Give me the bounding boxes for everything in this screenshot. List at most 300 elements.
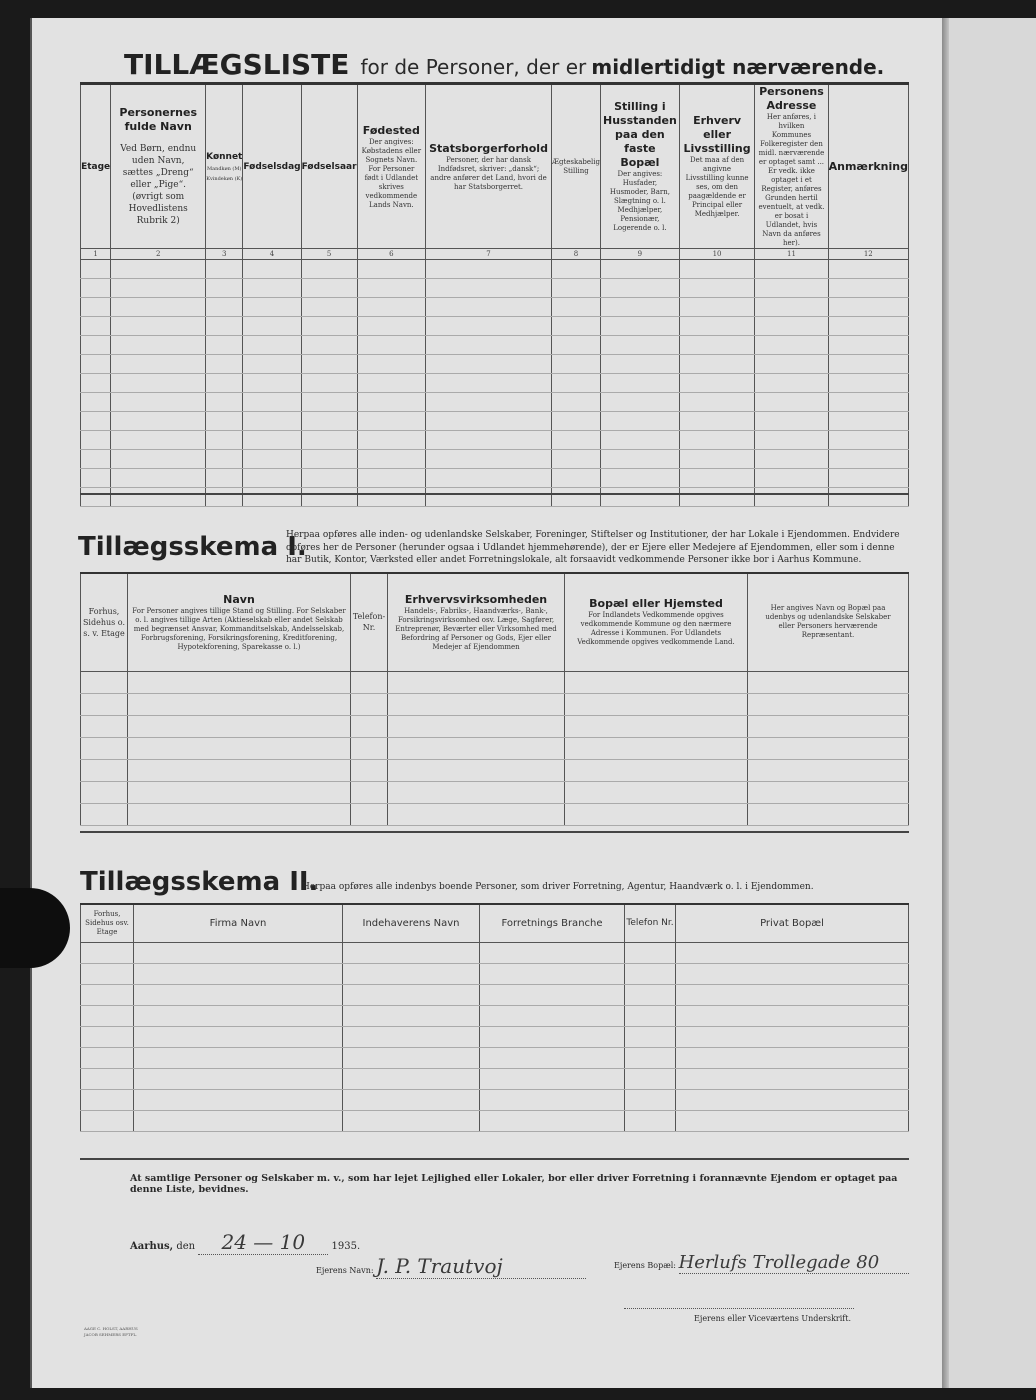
list-cell[interactable] [301, 431, 357, 450]
col-number-6: 6 [357, 249, 426, 260]
list-cell[interactable] [679, 298, 755, 317]
skema1-cell[interactable] [388, 693, 565, 715]
list-cell[interactable] [206, 488, 243, 507]
list-cell[interactable] [755, 450, 828, 469]
skema2-cell[interactable] [480, 984, 625, 1005]
list-cell[interactable] [357, 450, 426, 469]
skema1-cell[interactable] [388, 803, 565, 825]
skema1-col-repraesentant: Her angives Navn og Bopæl paa udenbys og udenlandske Selskaber eller Personers herværende Repræsentant. [748, 573, 909, 671]
list-cell[interactable] [301, 260, 357, 279]
list-cell[interactable] [679, 355, 755, 374]
skema2-cell[interactable] [343, 984, 480, 1005]
skema1-cell[interactable] [565, 759, 748, 781]
skema1-cell[interactable] [748, 737, 909, 759]
list-row [81, 412, 909, 431]
skema2-cell[interactable] [134, 1047, 343, 1068]
list-cell[interactable] [551, 298, 600, 317]
skema2-cell[interactable] [625, 1089, 676, 1110]
skema2-cell[interactable] [625, 942, 676, 963]
skema1-cell[interactable] [388, 781, 565, 803]
skema2-cell[interactable] [676, 1089, 909, 1110]
skema2-cell[interactable] [134, 1089, 343, 1110]
skema2-cell[interactable] [134, 984, 343, 1005]
list-cell[interactable] [206, 279, 243, 298]
skema1-cell[interactable] [565, 671, 748, 693]
list-row [81, 260, 909, 279]
skema1-cell[interactable] [81, 671, 128, 693]
skema1-cell[interactable] [128, 781, 351, 803]
skema2-cell[interactable] [343, 1005, 480, 1026]
list-cell[interactable] [755, 355, 828, 374]
list-cell[interactable] [357, 298, 426, 317]
col-number-12: 12 [828, 249, 908, 260]
den-label: den [176, 1241, 196, 1252]
list-cell[interactable] [81, 260, 111, 279]
skema1-cell[interactable] [565, 803, 748, 825]
list-cell[interactable] [81, 298, 111, 317]
list-cell[interactable] [81, 450, 111, 469]
skema2-row [81, 1005, 909, 1026]
list-cell[interactable] [357, 431, 426, 450]
list-cell[interactable] [828, 431, 908, 450]
list-cell[interactable] [755, 374, 828, 393]
list-cell[interactable] [426, 393, 552, 412]
list-cell[interactable] [243, 393, 301, 412]
list-cell[interactable] [206, 450, 243, 469]
skema1-cell[interactable] [128, 671, 351, 693]
list-cell[interactable] [551, 412, 600, 431]
skema2-cell[interactable] [676, 984, 909, 1005]
list-cell[interactable] [357, 279, 426, 298]
list-cell[interactable] [357, 260, 426, 279]
list-cell[interactable] [426, 469, 552, 488]
skema1-col-telefon: Telefon-Nr. [351, 573, 388, 671]
skema1-cell[interactable] [351, 693, 388, 715]
skema2-cell[interactable] [343, 1110, 480, 1131]
col-header-7: Statsborgerforhold Personer, der har dansk Indfødsret, skriver: „dansk“; andre anfører det Land, hvori de har Statsborgerret. [426, 84, 552, 249]
skema1-col-navn: Navn For Personer angives tillige Stand og Stilling. For Selskaber o. l. angives tillige Arten (Aktieselskab eller andet Selskab med begrænset Ansvar, Kommanditselskab, Andelsselskab, Forbrugsforening, Forsikringsforening, Kreditforening, Hypotekforening, Sparekasse o. l.) [128, 573, 351, 671]
list-cell[interactable] [357, 336, 426, 355]
list-cell[interactable] [551, 260, 600, 279]
list-cell[interactable] [679, 488, 755, 507]
title-bold: midlertidigt nærværende. [591, 55, 885, 79]
skema2-cell[interactable] [81, 1089, 134, 1110]
list-cell[interactable] [679, 431, 755, 450]
list-cell[interactable] [111, 488, 206, 507]
skema2-cell[interactable] [625, 984, 676, 1005]
list-cell[interactable] [551, 450, 600, 469]
list-cell[interactable] [357, 374, 426, 393]
list-cell[interactable] [81, 488, 111, 507]
list-cell[interactable] [111, 374, 206, 393]
list-cell[interactable] [551, 279, 600, 298]
list-cell[interactable] [357, 317, 426, 336]
list-cell[interactable] [601, 336, 680, 355]
skema2-cell[interactable] [81, 942, 134, 963]
skema2-cell[interactable] [134, 942, 343, 963]
skema1-cell[interactable] [128, 737, 351, 759]
skema2-cell[interactable] [343, 1026, 480, 1047]
list-cell[interactable] [426, 450, 552, 469]
skema1-cell[interactable] [351, 781, 388, 803]
skema2-col-bopael: Privat Bopæl [676, 904, 909, 942]
list-cell[interactable] [551, 336, 600, 355]
col-header-9: Stilling i Husstanden paa den faste Bopæl Der angives: Husfader, Husmoder, Barn, Slægtning o. l. Medhjælper, Pensionær, Logerende o. l. [601, 84, 680, 249]
skema1-cell[interactable] [351, 737, 388, 759]
list-cell[interactable] [551, 488, 600, 507]
list-cell[interactable] [679, 374, 755, 393]
skema2-cell[interactable] [480, 1047, 625, 1068]
list-cell[interactable] [828, 317, 908, 336]
skema2-cell[interactable] [676, 1068, 909, 1089]
col-number-5: 5 [301, 249, 357, 260]
skema2-cell[interactable] [676, 1047, 909, 1068]
list-cell[interactable] [601, 450, 680, 469]
list-cell[interactable] [426, 412, 552, 431]
list-cell[interactable] [357, 488, 426, 507]
printer-imprint: AAGE C. HOLST, AARHUS JACOB SEHMERS EFTFL. [84, 1326, 138, 1337]
list-cell[interactable] [601, 317, 680, 336]
skema2-cell[interactable] [480, 1110, 625, 1131]
col-header-8: Ægteskabelig Stilling [551, 84, 600, 249]
skema2-cell[interactable] [81, 1068, 134, 1089]
col-number-2: 2 [111, 249, 206, 260]
list-cell[interactable] [301, 336, 357, 355]
list-cell[interactable] [301, 355, 357, 374]
col-header-1: Etage [81, 84, 111, 249]
skema1-intro: Herpaa opføres alle inden- og udenlandske Selskaber, Foreninger, Stiftelser og Institutioner, der har Lokale i Ejendommen. Endvidere opføres her de Personer (herunder ogsaa i Udlandet hjemmehørende), der er Ejere eller Medejere af Ejendommen, eller som i denne har Butik, Kontor, Værksted eller andet Forretningslokale, alt forsaavidt vedkommende Personer ikke bor i Aarhus Kommune. [286, 530, 900, 565]
list-cell[interactable] [357, 393, 426, 412]
list-cell[interactable] [301, 298, 357, 317]
skema1-cell[interactable] [748, 715, 909, 737]
list-cell[interactable] [601, 431, 680, 450]
owner-name-label: Ejerens Navn: [316, 1266, 374, 1275]
list-cell[interactable] [81, 336, 111, 355]
col-number-4: 4 [243, 249, 301, 260]
list-cell[interactable] [243, 336, 301, 355]
skema1-cell[interactable] [128, 759, 351, 781]
list-cell[interactable] [679, 469, 755, 488]
skema2-cell[interactable] [134, 1005, 343, 1026]
skema1-cell[interactable] [81, 715, 128, 737]
list-cell[interactable] [679, 450, 755, 469]
skema1-cell[interactable] [748, 781, 909, 803]
skema2-cell[interactable] [676, 1110, 909, 1131]
skema2-cell[interactable] [343, 942, 480, 963]
skema1-cell[interactable] [351, 715, 388, 737]
list-cell[interactable] [426, 355, 552, 374]
skema1-cell[interactable] [128, 715, 351, 737]
list-cell[interactable] [357, 469, 426, 488]
list-cell[interactable] [551, 469, 600, 488]
list-cell[interactable] [81, 469, 111, 488]
list-cell[interactable] [206, 260, 243, 279]
list-cell[interactable] [551, 355, 600, 374]
list-cell[interactable] [243, 317, 301, 336]
date-line [130, 1230, 360, 1255]
skema2-cell[interactable] [134, 1068, 343, 1089]
skema2-cell[interactable] [480, 1005, 625, 1026]
list-cell[interactable] [828, 336, 908, 355]
list-cell[interactable] [755, 317, 828, 336]
list-cell[interactable] [601, 412, 680, 431]
skema1-col-bopael: Bopæl eller Hjemsted For Indlandets Vedkommende opgives vedkommende Kommune og den nærmere Adresse i Kommunen. For Udlandets Vedkommende opgives vedkommende Land. [565, 573, 748, 671]
list-row [81, 450, 909, 469]
list-cell[interactable] [301, 317, 357, 336]
skema1-cell[interactable] [565, 737, 748, 759]
skema1-cell[interactable] [748, 693, 909, 715]
skema2-cell[interactable] [134, 1110, 343, 1131]
owner-address-handwritten: Herlufs Trollegade 80 [679, 1252, 909, 1274]
skema2-col-firma: Firma Navn [134, 904, 343, 942]
list-cell[interactable] [679, 260, 755, 279]
skema1-cell[interactable] [81, 759, 128, 781]
skema1-cell[interactable] [565, 693, 748, 715]
list-cell[interactable] [301, 279, 357, 298]
skema2-cell[interactable] [480, 1089, 625, 1110]
skema2-cell[interactable] [480, 1068, 625, 1089]
list-cell[interactable] [206, 469, 243, 488]
list-cell[interactable] [426, 279, 552, 298]
skema2-cell[interactable] [81, 1047, 134, 1068]
list-cell[interactable] [206, 317, 243, 336]
list-cell[interactable] [206, 298, 243, 317]
list-cell[interactable] [243, 355, 301, 374]
skema1-cell[interactable] [748, 759, 909, 781]
list-row [81, 488, 909, 507]
skema2-cell[interactable] [81, 984, 134, 1005]
list-cell[interactable] [755, 431, 828, 450]
list-cell[interactable] [755, 469, 828, 488]
list-row [81, 298, 909, 317]
skema2-cell[interactable] [81, 1005, 134, 1026]
list-cell[interactable] [679, 412, 755, 431]
list-cell[interactable] [601, 298, 680, 317]
skema2-cell[interactable] [343, 963, 480, 984]
skema2-bottom-rule [80, 1158, 909, 1160]
col-header-4: Fødselsdag [243, 84, 301, 249]
list-cell[interactable] [426, 431, 552, 450]
skema1-cell[interactable] [388, 715, 565, 737]
skema1-cell[interactable] [81, 803, 128, 825]
list-cell[interactable] [243, 431, 301, 450]
list-cell[interactable] [426, 488, 552, 507]
skema2-cell[interactable] [625, 1068, 676, 1089]
list-cell[interactable] [243, 260, 301, 279]
skema2-cell[interactable] [480, 963, 625, 984]
skema2-cell[interactable] [676, 1005, 909, 1026]
skema2-cell[interactable] [134, 1026, 343, 1047]
list-cell[interactable] [357, 412, 426, 431]
list-cell[interactable] [111, 279, 206, 298]
list-cell[interactable] [111, 431, 206, 450]
skema2-cell[interactable] [625, 1110, 676, 1131]
list-cell[interactable] [679, 317, 755, 336]
list-cell[interactable] [601, 355, 680, 374]
list-cell[interactable] [81, 279, 111, 298]
list-cell[interactable] [301, 393, 357, 412]
skema1-cell[interactable] [128, 693, 351, 715]
skema1-row [81, 671, 909, 693]
list-cell[interactable] [81, 393, 111, 412]
list-cell[interactable] [828, 393, 908, 412]
skema2-cell[interactable] [676, 1026, 909, 1047]
skema2-cell[interactable] [480, 1026, 625, 1047]
list-cell[interactable] [551, 317, 600, 336]
skema1-cell[interactable] [351, 759, 388, 781]
list-cell[interactable] [755, 336, 828, 355]
list-cell[interactable] [206, 393, 243, 412]
list-cell[interactable] [601, 260, 680, 279]
skema1-cell[interactable] [81, 737, 128, 759]
list-cell[interactable] [243, 412, 301, 431]
skema2-row [81, 942, 909, 963]
skema1-cell[interactable] [351, 803, 388, 825]
list-cell[interactable] [301, 469, 357, 488]
list-cell[interactable] [111, 317, 206, 336]
list-cell[interactable] [426, 298, 552, 317]
list-cell[interactable] [755, 488, 828, 507]
list-cell[interactable] [111, 393, 206, 412]
skema1-cell[interactable] [565, 781, 748, 803]
col-header-10: Erhverv eller Livsstilling Det maa af den angivne Livsstilling kunne ses, om den paagældende er Principal eller Medhjælper. [679, 84, 755, 249]
list-cell[interactable] [111, 298, 206, 317]
skema1-cell[interactable] [388, 759, 565, 781]
skema2-cell[interactable] [134, 963, 343, 984]
list-row [81, 431, 909, 450]
list-cell[interactable] [601, 488, 680, 507]
list-cell[interactable] [679, 393, 755, 412]
list-cell[interactable] [243, 374, 301, 393]
list-cell[interactable] [828, 298, 908, 317]
list-cell[interactable] [81, 355, 111, 374]
list-cell[interactable] [551, 393, 600, 412]
list-cell[interactable] [111, 260, 206, 279]
list-cell[interactable] [301, 488, 357, 507]
skema1-row [81, 759, 909, 781]
skema2-cell[interactable] [676, 963, 909, 984]
list-cell[interactable] [111, 412, 206, 431]
list-cell[interactable] [111, 355, 206, 374]
skema1-cell[interactable] [128, 803, 351, 825]
list-cell[interactable] [81, 431, 111, 450]
list-cell[interactable] [601, 374, 680, 393]
list-cell[interactable] [828, 374, 908, 393]
col-header-5: Fødselsaar [301, 84, 357, 249]
list-cell[interactable] [243, 298, 301, 317]
list-cell[interactable] [206, 431, 243, 450]
list-cell[interactable] [601, 279, 680, 298]
skema2-cell[interactable] [81, 1026, 134, 1047]
skema2-cell[interactable] [343, 1047, 480, 1068]
list-cell[interactable] [828, 260, 908, 279]
list-cell[interactable] [551, 374, 600, 393]
owner-name-row [316, 1254, 586, 1279]
col-number-8: 8 [551, 249, 600, 260]
skema2-cell[interactable] [625, 1005, 676, 1026]
list-cell[interactable] [755, 279, 828, 298]
skema1-cell[interactable] [388, 671, 565, 693]
skema2-cell[interactable] [343, 1068, 480, 1089]
skema2-cell[interactable] [625, 963, 676, 984]
list-cell[interactable] [301, 412, 357, 431]
list-cell[interactable] [551, 431, 600, 450]
skema1-row [81, 737, 909, 759]
list-cell[interactable] [111, 469, 206, 488]
list-cell[interactable] [426, 374, 552, 393]
skema2-cell[interactable] [480, 942, 625, 963]
list-cell[interactable] [81, 374, 111, 393]
list-cell[interactable] [81, 412, 111, 431]
skema1-row [81, 715, 909, 737]
skema2-cell[interactable] [81, 1110, 134, 1131]
skema2-cell[interactable] [676, 942, 909, 963]
list-cell[interactable] [426, 336, 552, 355]
list-cell[interactable] [828, 469, 908, 488]
list-cell[interactable] [206, 374, 243, 393]
title-main: TILLÆGSLISTE [124, 48, 350, 81]
list-cell[interactable] [679, 279, 755, 298]
skema1-row [81, 693, 909, 715]
skema1-cell[interactable] [81, 781, 128, 803]
list-cell[interactable] [111, 336, 206, 355]
list-cell[interactable] [828, 488, 908, 507]
list-cell[interactable] [601, 393, 680, 412]
list-cell[interactable] [243, 279, 301, 298]
skema2-cell[interactable] [343, 1089, 480, 1110]
skema1-cell[interactable] [388, 737, 565, 759]
list-cell[interactable] [828, 279, 908, 298]
skema2-row [81, 1089, 909, 1110]
list-cell[interactable] [755, 412, 828, 431]
list-cell[interactable] [828, 412, 908, 431]
list-cell[interactable] [426, 317, 552, 336]
list-cell[interactable] [828, 450, 908, 469]
title-rest: for de Personer, der er [360, 55, 587, 79]
list-cell[interactable] [206, 336, 243, 355]
list-cell[interactable] [426, 260, 552, 279]
skema1-cell[interactable] [748, 671, 909, 693]
list-cell[interactable] [755, 298, 828, 317]
list-cell[interactable] [111, 450, 206, 469]
skema2-cell[interactable] [625, 1026, 676, 1047]
list-cell[interactable] [81, 317, 111, 336]
list-cell[interactable] [357, 355, 426, 374]
skema2-cell[interactable] [625, 1047, 676, 1068]
list-cell[interactable] [755, 393, 828, 412]
list-cell[interactable] [828, 355, 908, 374]
list-cell[interactable] [243, 488, 301, 507]
list-cell[interactable] [206, 412, 243, 431]
list-cell[interactable] [301, 450, 357, 469]
list-cell[interactable] [679, 336, 755, 355]
list-cell[interactable] [206, 355, 243, 374]
list-row [81, 374, 909, 393]
skema1-cell[interactable] [565, 715, 748, 737]
list-cell[interactable] [243, 469, 301, 488]
list-cell[interactable] [601, 469, 680, 488]
list-cell[interactable] [301, 374, 357, 393]
skema1-cell[interactable] [748, 803, 909, 825]
skema1-cell[interactable] [351, 671, 388, 693]
list-cell[interactable] [755, 260, 828, 279]
skema2-cell[interactable] [81, 963, 134, 984]
col-number-1: 1 [81, 249, 111, 260]
list-row [81, 469, 909, 488]
owner-address-row [614, 1252, 909, 1274]
list-cell[interactable] [243, 450, 301, 469]
skema1-cell[interactable] [81, 693, 128, 715]
